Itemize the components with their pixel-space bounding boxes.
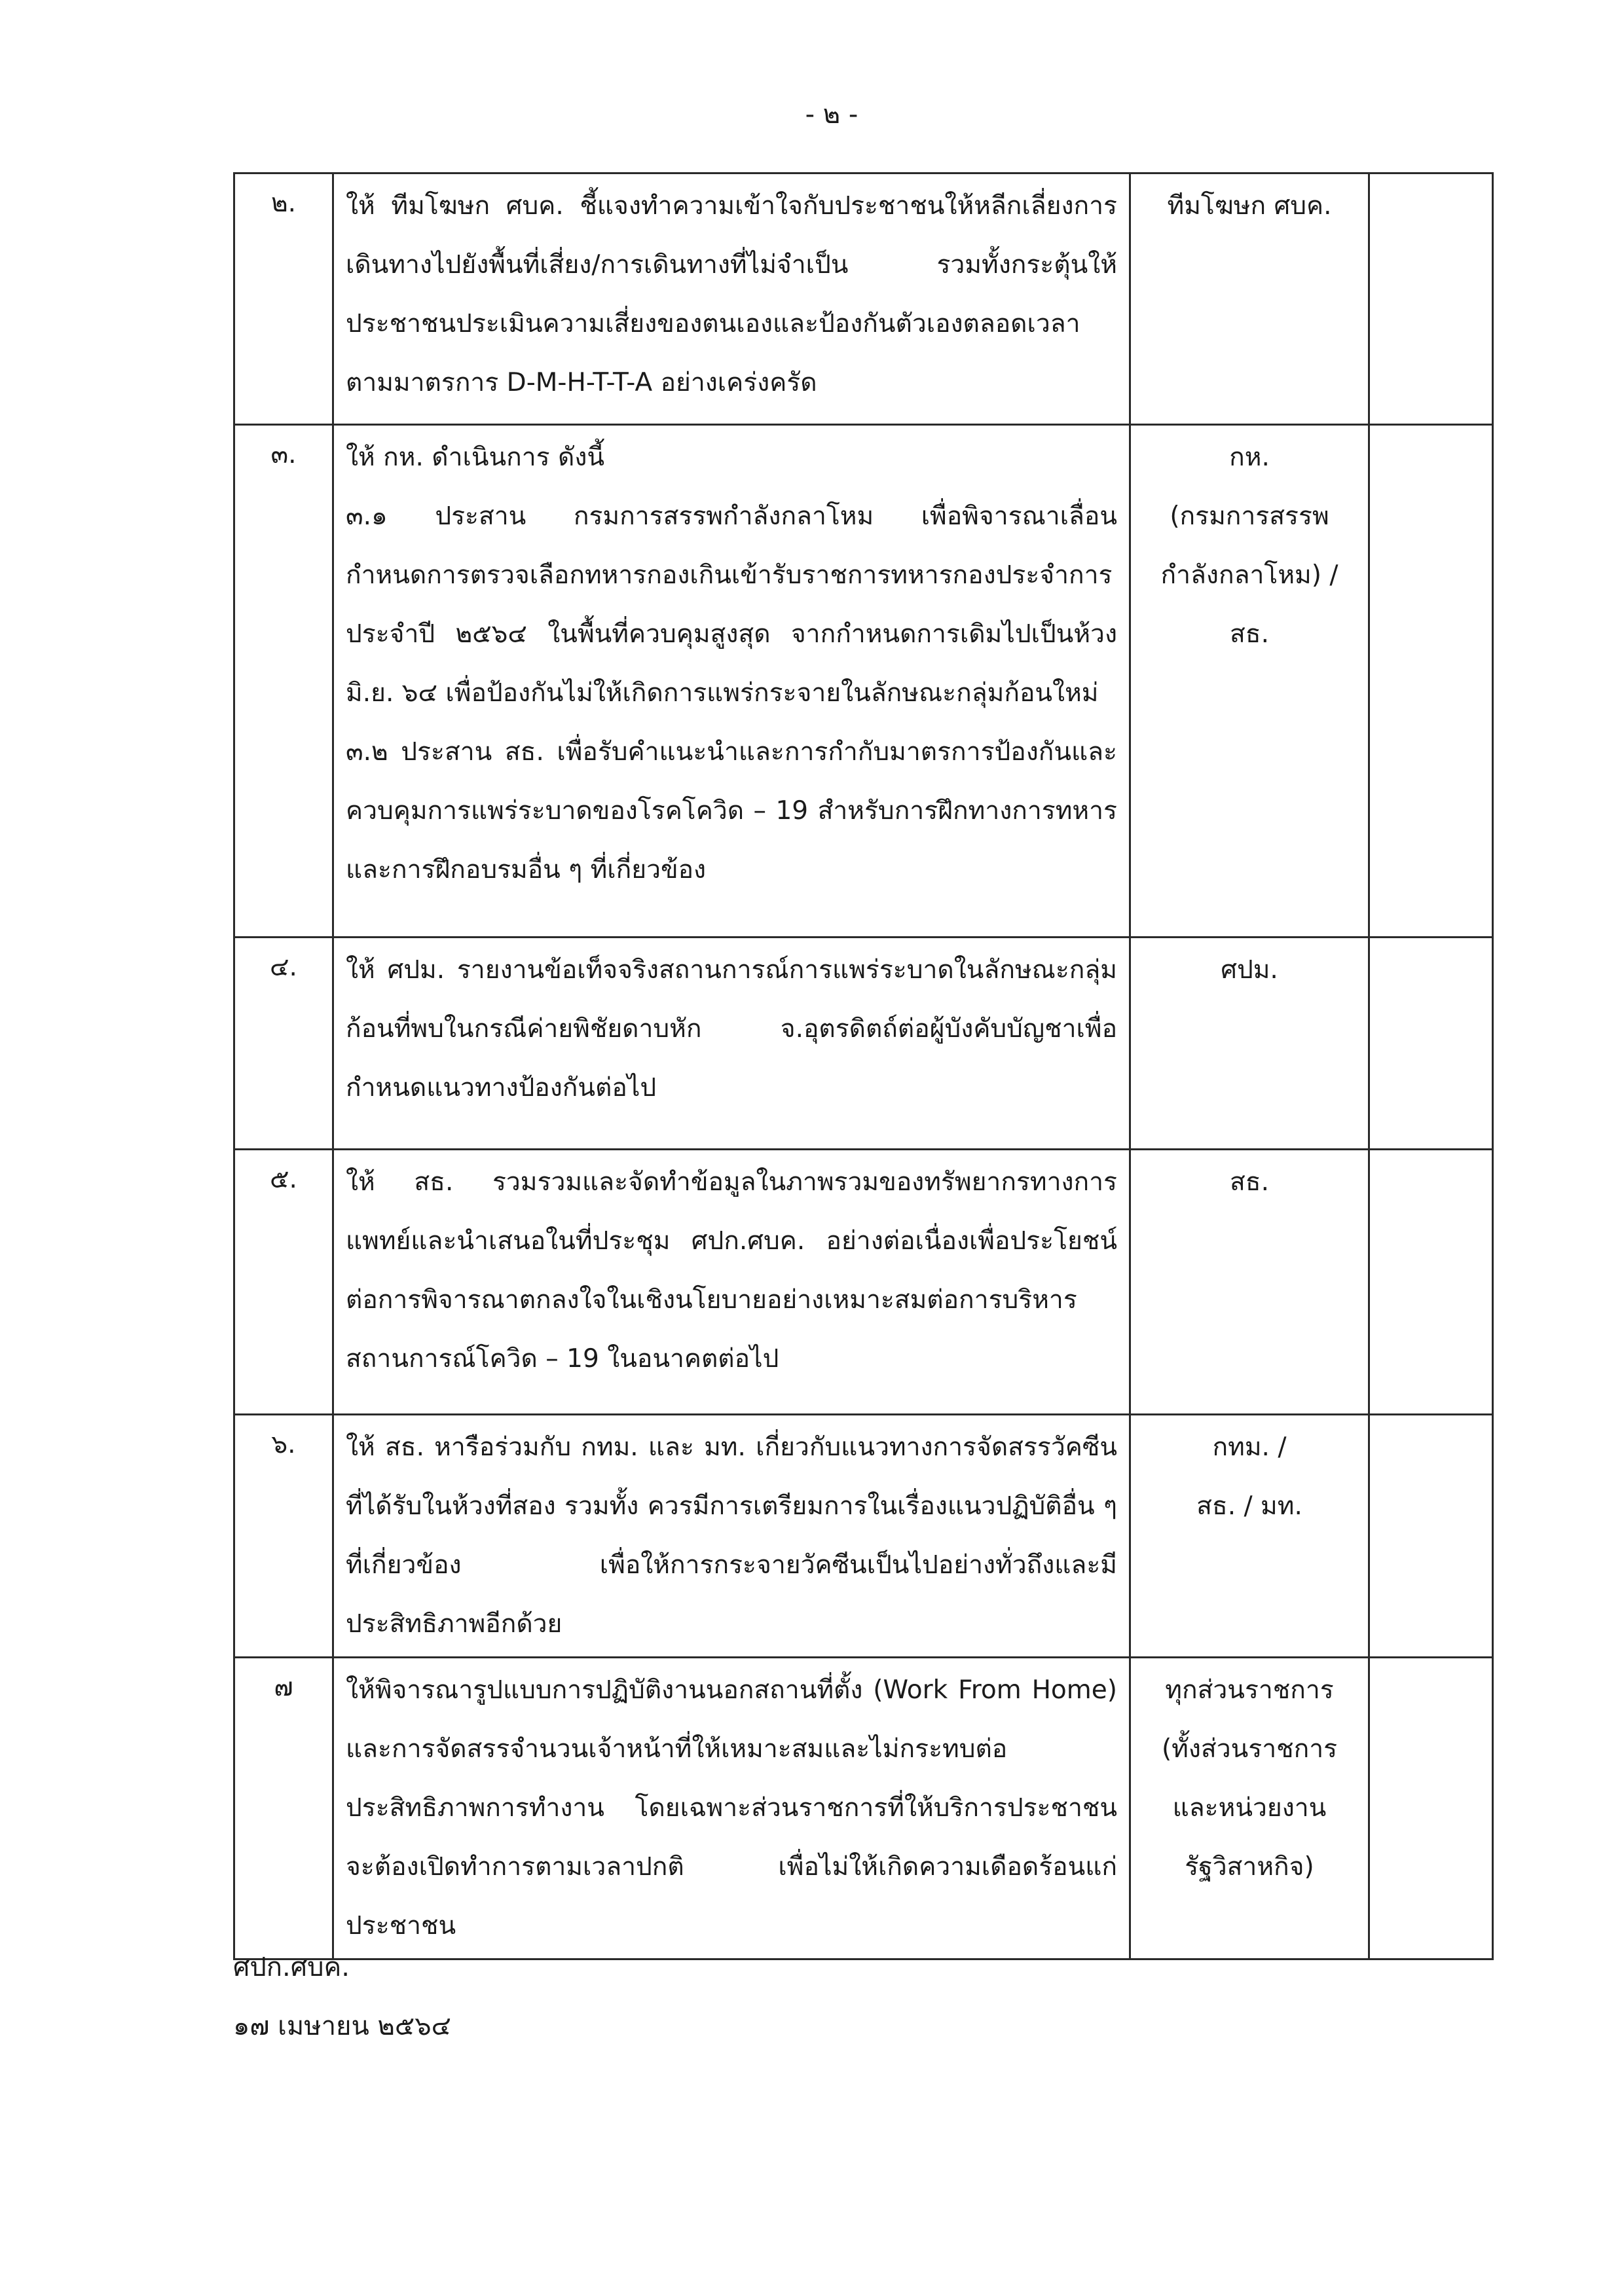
blank-cell xyxy=(1369,1150,1493,1415)
item-number: ๓. xyxy=(234,425,333,938)
blank-cell xyxy=(1369,425,1493,938)
table-row xyxy=(234,173,1493,425)
item-text: ให้ กห. ดำเนินการ ดังนี้ ๓.๑ ประสาน กรมการสรรพกำลังกลาโหม เพื่อพิจารณาเลื่อนกำหนดการตรวจเลือกทหารกองเกินเข้ารับราชการทหารกองประจำการ ประจำปี ๒๕๖๔ ในพื้นที่ควบคุมสูงสุด จากกำหนดการเดิมไปเป็นห้วง มิ.ย. ๖๔ เพื่อป้องกันไม่ให้เกิดการแพร่กระจายในลักษณะกลุ่มก้อนใหม่ ๓.๒ ประสาน สธ. เพื่อรับคำแนะนำและการกำกับมาตรการป้องกันและควบคุมการแพร่ระบาดของโรคโควิด – 19 สำหรับการฝึกทางการทหารและการฝึกอบรมอื่น ๆ ที่เกี่ยวข้อง xyxy=(333,425,1130,938)
item-text: ให้ สธ. รวมรวมและจัดทำข้อมูลในภาพรวมของทรัพยากรทางการแพทย์และนำเสนอในที่ประชุม ศปก.ศบค. อย่างต่อเนื่องเพื่อประโยชน์ต่อการพิจารณาตกลงใจในเชิงนโยบายอย่างเหมาะสมต่อการบริหารสถานการณ์โควิด – 19 ในอนาคตต่อไป xyxy=(333,1150,1130,1415)
responsible-unit: กทม. / สธ. / มท. xyxy=(1130,1415,1369,1658)
orders-table xyxy=(233,172,1494,1960)
responsible-unit: สธ. xyxy=(1130,1150,1369,1415)
blank-cell xyxy=(1369,1658,1493,1959)
table-row xyxy=(234,1658,1493,1959)
item-number: ๔. xyxy=(234,938,333,1150)
issue-date: ๑๗ เมษายน ๒๕๖๔ xyxy=(233,2011,451,2041)
item-number: ๗ xyxy=(234,1658,333,1959)
table-row xyxy=(234,938,1493,1150)
item-text: ให้ ศปม. รายงานข้อเท็จจริงสถานการณ์การแพร่ระบาดในลักษณะกลุ่มก้อนที่พบในกรณีค่ายพิชัยดาบหัก จ.อุตรดิตถ์ต่อผู้บังคับบัญชาเพื่อกำหนดแนวทางป้องกันต่อไป xyxy=(333,938,1130,1150)
item-number: ๒. xyxy=(234,173,333,425)
item-text: ให้พิจารณารูปแบบการปฏิบัติงานนอกสถานที่ตั้ง (Work From Home) และการจัดสรรจำนวนเจ้าหน้าที่ให้เหมาะสมและไม่กระทบต่อประสิทธิภาพการทำงาน โดยเฉพาะส่วนราชการที่ให้บริการประชาชน จะต้องเปิดทำการตามเวลาปกติ เพื่อไม่ให้เกิดความเดือดร้อนแก่ประชาชน xyxy=(333,1658,1130,1959)
table-row xyxy=(234,1415,1493,1658)
responsible-unit: กห. (กรมการสรรพ กำลังกลาโหม) / สธ. xyxy=(1130,425,1369,938)
page-number: - ๒ - xyxy=(805,100,858,130)
footer xyxy=(233,1938,451,2056)
blank-cell xyxy=(1369,1415,1493,1658)
item-number: ๕. xyxy=(234,1150,333,1415)
table-row xyxy=(234,425,1493,938)
blank-cell xyxy=(1369,938,1493,1150)
table-row xyxy=(234,1150,1493,1415)
responsible-unit: ศปม. xyxy=(1130,938,1369,1150)
responsible-unit: ทีมโฆษก ศบค. xyxy=(1130,173,1369,425)
blank-cell xyxy=(1369,173,1493,425)
item-text: ให้ สธ. หารือร่วมกับ กทม. และ มท. เกี่ยวกับแนวทางการจัดสรรวัคซีนที่ได้รับในห้วงที่สอง รวมทั้ง ควรมีการเตรียมการในเรื่องแนวปฏิบัติอื่น ๆ ที่เกี่ยวข้อง เพื่อให้การกระจายวัคซีนเป็นไปอย่างทั่วถึงและมีประสิทธิภาพอีกด้วย xyxy=(333,1415,1130,1658)
issuer: ศปก.ศบค. xyxy=(233,1952,350,1982)
item-number: ๖. xyxy=(234,1415,333,1658)
responsible-unit: ทุกส่วนราชการ (ทั้งส่วนราชการ และหน่วยงาน รัฐวิสาหกิจ) xyxy=(1130,1658,1369,1959)
item-text: ให้ ทีมโฆษก ศบค. ชี้แจงทำความเข้าใจกับประชาชนให้หลีกเลี่ยงการเดินทางไปยังพื้นที่เสี่ยง/การเดินทางที่ไม่จำเป็น รวมทั้งกระตุ้นให้ประชาชนประเมินความเสี่ยงของตนเองและป้องกันตัวเองตลอดเวลาตามมาตรการ D-M-H-T-T-A อย่างเคร่งครัด xyxy=(333,173,1130,425)
